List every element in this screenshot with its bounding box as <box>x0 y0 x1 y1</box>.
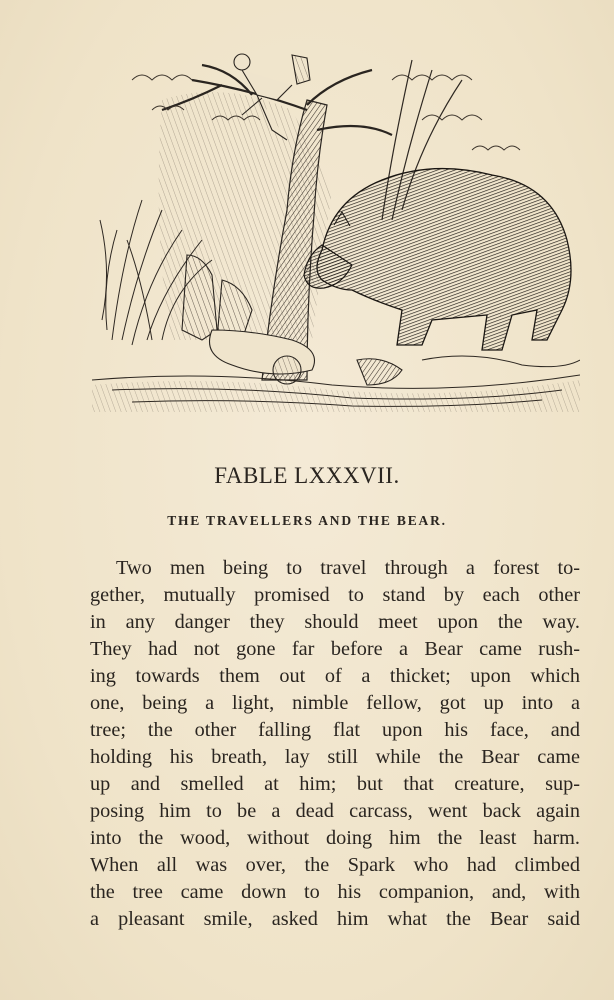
text-line: the tree came down to his companion, and, with <box>90 881 580 903</box>
text-line: gether, mutually promised to stand by each other <box>90 584 580 606</box>
engraving-svg <box>92 40 580 412</box>
text-line: in any danger they should meet upon the way. <box>90 611 580 633</box>
text-line: into the wood, without doing him the least harm. <box>90 827 580 849</box>
text-line: holding his breath, lay still while the Bear came <box>90 746 580 768</box>
text-line: posing him to be a dead carcass, went back again <box>90 800 580 822</box>
fable-body-text <box>90 555 580 933</box>
text-line: ing towards them out of a thicket; upon which <box>90 665 580 687</box>
engraving-illustration <box>92 40 580 412</box>
fable-title: THE TRAVELLERS AND THE BEAR. <box>167 513 447 528</box>
text-line: up and smelled at him; but that creature, sup- <box>90 773 580 795</box>
text-line: They had not gone far before a Bear came rush- <box>90 638 580 660</box>
text-line: When all was over, the Spark who had climbed <box>90 854 580 876</box>
text-line: tree; the other falling flat upon his face, and <box>90 719 580 741</box>
fable-number-heading: FABLE LXXXVII. <box>214 463 400 488</box>
text-line: a pleasant smile, asked him what the Bear said <box>90 908 580 930</box>
text-line: one, being a light, nimble fellow, got up into a <box>90 692 580 714</box>
text-line: Two men being to travel through a forest to- <box>116 557 580 579</box>
